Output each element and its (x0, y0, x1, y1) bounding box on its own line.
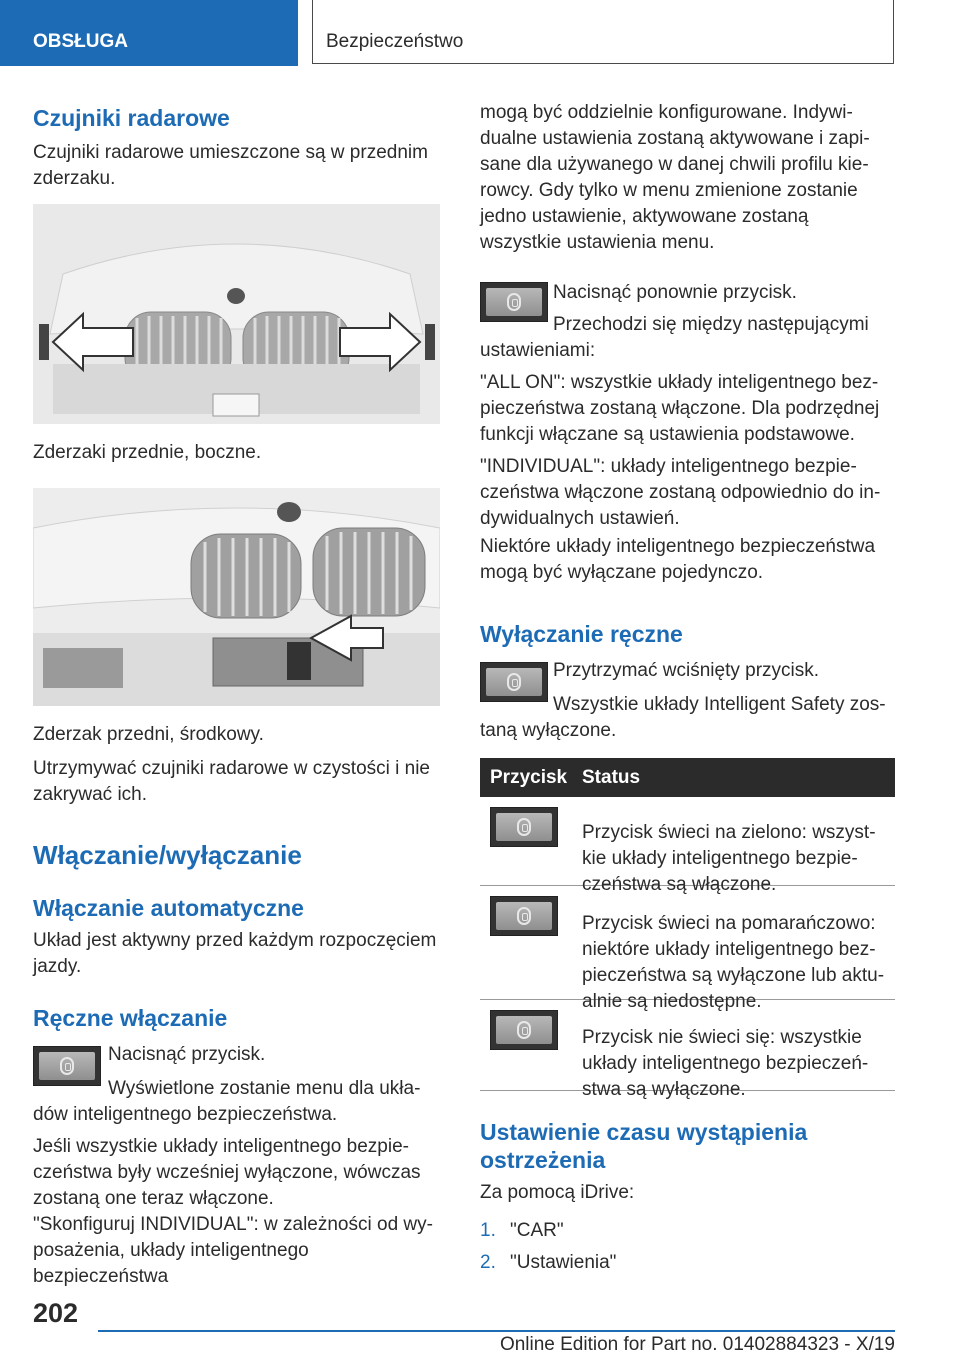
switches-text-line2: ustawieniami: (480, 340, 596, 361)
bumper-side-image (33, 204, 440, 424)
step-text: "CAR" (510, 1220, 564, 1241)
switches-text-line1: Przechodzi się między następującymi (553, 314, 869, 335)
onoff-heading: Włączanie/wyłączanie (33, 840, 302, 870)
all-safety-off-line2: taną wyłączone. (480, 720, 617, 741)
bumper-side-illustration (33, 204, 440, 424)
hold-button-text: Przytrzymać wciśnięty przycisk. (553, 660, 820, 681)
table-row (480, 797, 895, 895)
all-safety-off-line1: Wszystkie układy Intelligent Safety zos- (553, 694, 886, 715)
table-row (480, 886, 895, 1012)
warning-time-heading: Ustawienie czasu wystąpienia ostrzeżenia (480, 1119, 808, 1173)
menu-text-line1: Wyświetlone zostanie menu dla ukła- (108, 1078, 421, 1099)
table-row (480, 1000, 895, 1100)
section-tab: OBSŁUGA (0, 0, 298, 66)
manual-on-heading: Ręczne włączanie (33, 1005, 228, 1031)
press-again-text: Nacisnąć ponownie przycisk. (553, 282, 797, 303)
configure-text: "Skonfiguruj INDIVIDUAL": w zależności od wy-posażenia, układy inteligentnego bezpieczeństwa (33, 1214, 433, 1287)
press-button-text: Nacisnąć przycisk. (108, 1044, 266, 1065)
manual-off-heading: Wyłączanie ręczne (480, 621, 683, 647)
all-off-text: Jeśli wszystkie układy inteligentnego bezpie-czeństwa były wcześniej wyłączone, wówczas zostaną one teraz włączone. (33, 1136, 421, 1209)
some-off-text: Niektóre układy inteligentnego bezpieczeństwa mogą być wyłączane pojedynczo. (480, 536, 876, 583)
chapter-title: Bezpieczeństwo (312, 0, 894, 64)
auto-on-text: Układ jest aktywny przed każdym rozpoczęciem jazdy. (33, 930, 437, 977)
individual-text: "INDIVIDUAL": układy inteligentnego bezpie-czeństwa włączone zostaną odpowiednio do in-dywidualnych ustawień. (480, 456, 881, 529)
button-green-icon (490, 807, 558, 847)
safety-button-icon (480, 662, 548, 702)
step-number: 2. (480, 1252, 496, 1273)
status-cell: Przycisk nie świeci się: wszystkie układy inteligentnego bezpieczeń-stwa są wyłączone. (582, 1027, 869, 1100)
table-header (480, 758, 895, 797)
step-text: "Ustawienia" (510, 1252, 617, 1273)
step-number: 1. (480, 1220, 496, 1241)
safety-button-icon (33, 1046, 101, 1086)
page-number: 202 (33, 1298, 79, 1328)
menu-text-line2: dów inteligentnego bezpieczeństwa. (33, 1104, 338, 1125)
edition-text: Online Edition for Part no. 01402884323 - X/19 (499, 1334, 895, 1355)
configure-continued-text: mogą być oddzielnie konfigurowane. Indywi-dualne ustawienia zostaną aktywowane i zapi-sane dla używanego w danej chwili profilu kie-rowcy. Gdy tylko w menu zmienione zostanie jedno ustawienie, aktywowane zostaną wszystkie ustawienia menu. (480, 102, 870, 253)
caption-center: Zderzak przedni, środkowy. (33, 724, 264, 745)
button-orange-icon (490, 896, 558, 936)
bumper-center-image (33, 488, 440, 706)
footer-divider (98, 1330, 895, 1332)
button-off-icon (490, 1010, 558, 1050)
page-header (0, 0, 960, 66)
status-cell: Przycisk świeci na zielono: wszyst-kie układy inteligentnego bezpie-czeństwa są włączone. (582, 822, 876, 895)
keep-clean-text: Utrzymywać czujniki radarowe w czystości i nie zakrywać ich. (33, 758, 430, 805)
radar-text: Czujniki radarowe umieszczone są w przednim zderzaku. (33, 142, 428, 189)
all-on-text: "ALL ON": wszystkie układy inteligentnego bez-pieczeństwa zostaną włączone. Dla podrzędnej funkcji włączane są ustawienia podstawowe. (480, 372, 880, 445)
column-header-button: Przycisk (490, 767, 568, 788)
column-header-status: Status (582, 767, 641, 788)
safety-button-icon (480, 282, 548, 322)
auto-on-heading: Włączanie automatyczne (33, 895, 304, 921)
bumper-center-illustration (33, 488, 440, 706)
status-cell: Przycisk świeci na pomarańczowo: niektóre układy inteligentnego bez-pieczeństwa są wyłączone lub aktu-alnie są niedostępne. (582, 913, 885, 1012)
radar-heading: Czujniki radarowe (33, 105, 230, 131)
idrive-text: Za pomocą iDrive: (480, 1182, 635, 1203)
caption-side: Zderzaki przednie, boczne. (33, 442, 262, 463)
